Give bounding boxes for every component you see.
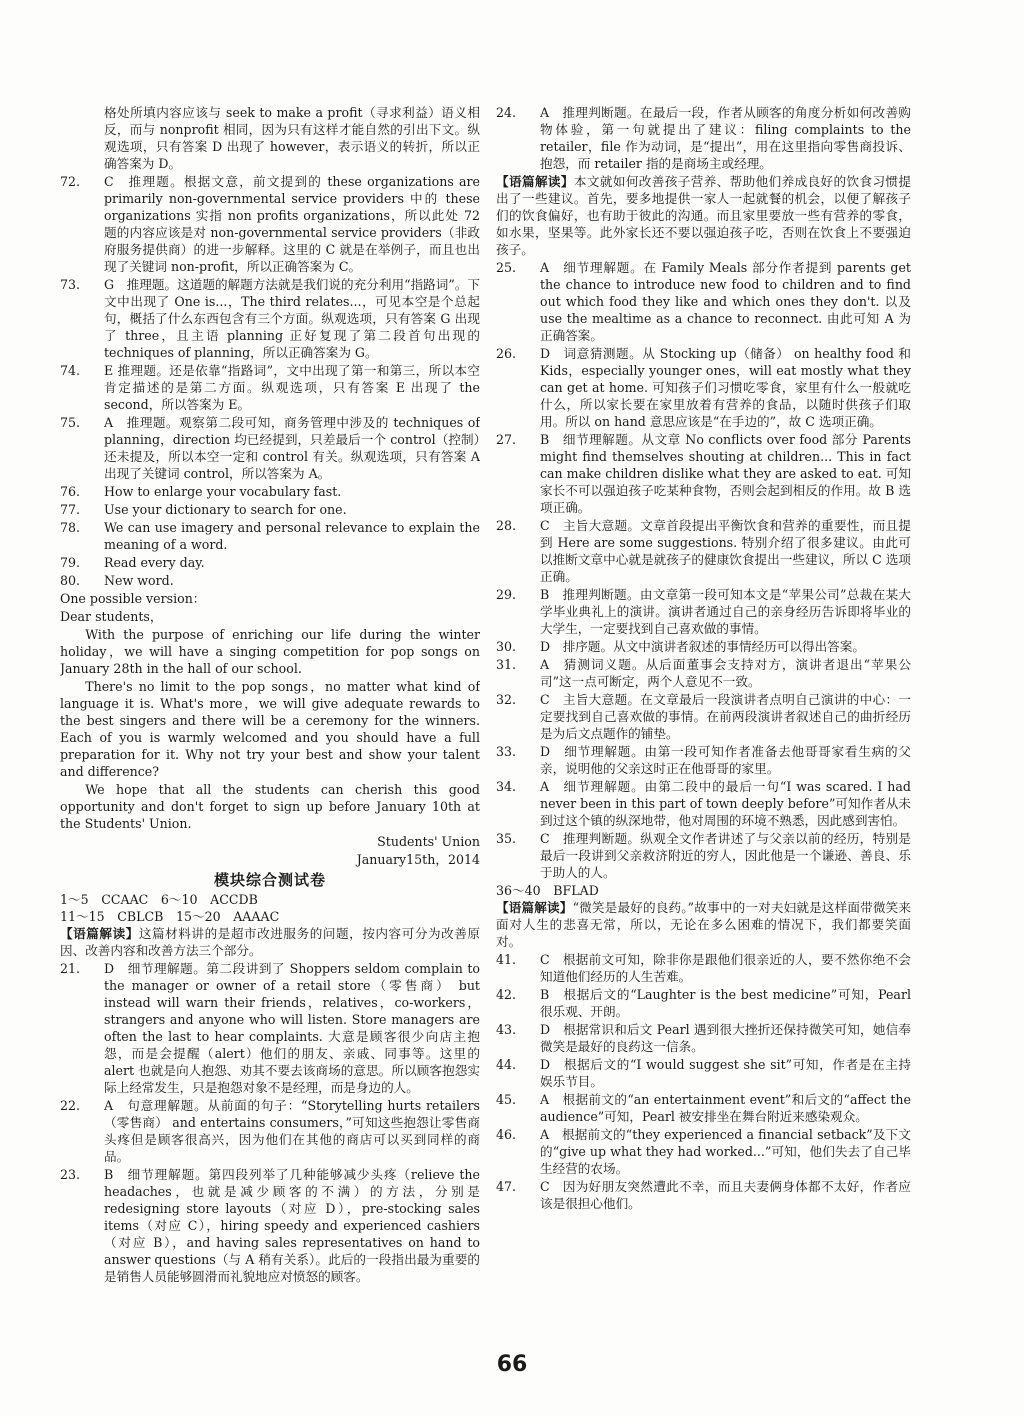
reading-note-text: “微笑是最好的良药。”故事中的一对夫妇就是这样面带微笑来面对人生的悲喜无常，所以，无论在多么困难的情况下，我们都要笑面对。: [496, 900, 911, 949]
answer-item: [496, 951, 911, 985]
answer-key-row: 11～15 CBLCB 15～20 AAAAC: [60, 909, 280, 924]
page-number: 66: [496, 1352, 528, 1377]
answer-item: [496, 1021, 911, 1055]
answer-list: [496, 259, 911, 881]
reading-note-label: 【语篇解读】: [496, 900, 573, 915]
letter-date: January15th，2014: [356, 852, 480, 867]
answer-number: 31.: [496, 657, 517, 672]
answer-item: [496, 691, 911, 742]
version-label: One possible version：: [60, 591, 206, 606]
answer-number: 76.: [60, 484, 81, 499]
answer-explanation: B 细节理解题。第四段列举了几种能够减少头疼（relieve the headaches，也就是减少顾客的不满）的方法，分别是 redesigning store layouts（对应 D），pre-stocking sales items（对应 C），hiring speedy and experienced cashiers（对应 B），and having sales representatives on hand to answer questions（与 A 稍有关系）。此后的一段指出最为重要的是销售人员能够圆滑而礼貌地应对愤怒的顾客。: [104, 1167, 480, 1284]
answer-explanation: D 细节理解题。第二段讲到了 Shoppers seldom complain to the manager or owner of a retail store（零售商） but instead will warn their friends，relatives，co-workers，strangers and anyone who will listen. Store managers are often the last to hear complaints. 大意是顾客很少向店主抱怨，而是会提醒（alert）他们的朋友、亲戚、同事等。这里的 alert 也就是向人抱怨、劝其不要去该商场的意思。所以顾客抱怨实际上经常发生，只是抱怨对象不是经理，而是身边的人。: [104, 961, 480, 1095]
answer-explanation: E 推理题。还是依靠“指路词”，文中出现了第一和第三，所以本空肯定描述的是第二方面。纵观选项，只有答案 E 出现了 the second，所以答案为 E。: [104, 363, 480, 412]
answer-item: [496, 1178, 911, 1212]
answer-number: 35.: [496, 831, 517, 846]
answer-number: 26.: [496, 346, 517, 361]
answer-number: 74.: [60, 363, 81, 378]
answer-explanation: A 细节理解题。由第二段中的最后一句“I was scared. I had never been in this part of town deeply before”可知作者从未到过这个镇的纵深地带，他对周围的环境不熟悉，因此感到害怕。: [540, 779, 911, 828]
answer-item: [496, 656, 911, 690]
answer-item: [496, 517, 911, 585]
answer-number: 32.: [496, 692, 517, 707]
answer-explanation: B 细节理解题。从文章 No conflicts over food 部分 Parents might find themselves shouting at children... This in fact can make children dislike what they are asked to eat. 可知家长不可以强迫孩子吃某种食物，否则会起到相反的作用。故 B 选项正确。: [540, 432, 911, 515]
letter-signature: Students' Union: [377, 834, 480, 849]
answer-item: [496, 638, 911, 655]
answer-number: 79.: [60, 555, 81, 570]
answer-list: [496, 104, 911, 172]
reading-note: [496, 173, 911, 258]
answer-list: [60, 173, 480, 589]
answer-explanation: A 句意理解题。从前面的句子：“Storytelling hurts retailers（零售商） and entertains consumers，”可知这些抱怨让零售商头疼但是顾客很高兴，因为他们在其他的商店可以买到同样的商品。: [104, 1098, 480, 1164]
answer-explanation: C 推理判断题。纵观全文作者讲述了与父亲以前的经历，特别是最后一段讲到父亲救济附近的穷人，因此他是一个谦逊、善良、乐于助人的人。: [540, 831, 911, 880]
answer-item: [496, 259, 911, 344]
intro-paragraph: 格处所填内容应该与 seek to make a profit（寻求利益）语义相反，而与 nonprofit 相同，因为只有这样才能自然的引出下文。纵观选项，只有答案 D 出现了 however，表示语义的转折，所以正确答案为 D。: [104, 105, 480, 171]
answer-explanation: A 根据前文的“an entertainment event”和后文的“affect the audience”可知，Pearl 被安排坐在舞台附近来感染观众。: [540, 1092, 911, 1124]
answer-number: 23.: [60, 1167, 81, 1182]
answer-explanation: B 推理判断题。由文章第一段可知本文是“苹果公司”总裁在某大学毕业典礼上的演讲。演讲者通过自己的亲身经历告诉即将毕业的大学生，一定要找到自己喜欢做的事情。: [540, 587, 911, 636]
answer-number: 25.: [496, 260, 517, 275]
letter-greeting: Dear students，: [60, 609, 163, 624]
answer-number: 30.: [496, 639, 517, 654]
answer-item: [60, 572, 480, 589]
answer-explanation: C 主旨大意题。文章首段提出平衡饮食和营养的重要性，而且提到 Here are some suggestions. 特别介绍了很多建议。由此可以推断文章中心就是就孩子的健康饮食提出一些建议，所以 C 选项正确。: [540, 518, 911, 584]
answer-item: [496, 586, 911, 637]
reading-note-label: 【语篇解读】: [496, 174, 574, 189]
answer-item: [60, 483, 480, 500]
answer-number: 45.: [496, 1092, 517, 1107]
answer-explanation: D 根据后文的“I would suggest she sit”可知，作者是在主持娱乐节目。: [540, 1057, 911, 1089]
reading-note-text: 这篇材料讲的是超市改进服务的问题，按内容可分为改善原因、改善内容和改善方法三个部分。: [60, 926, 480, 958]
answer-number: 78.: [60, 520, 81, 535]
answer-item: [496, 1126, 911, 1177]
answer-explanation: We can use imagery and personal relevance to explain the meaning of a word.: [104, 520, 480, 552]
answer-number: 43.: [496, 1022, 517, 1037]
answer-item: [496, 743, 911, 777]
answer-explanation: How to enlarge your vocabulary fast.: [104, 484, 342, 499]
answer-explanation: C 主旨大意题。在文章最后一段演讲者点明自己演讲的中心：一定要找到自己喜欢做的事情。在前两段演讲者叙述自己的曲折经历是为后文点题作的铺垫。: [540, 692, 911, 741]
answer-explanation: D 词意猜测题。从 Stocking up（储备） on healthy food 和 Kids，especially younger ones，will eat mostly what they can get at home. 可知孩子们习惯吃零食，家里有什么一般就吃什么，所以家长要在家里放着有营养的食品，以随时供孩子们取用。所以 on hand 意思应该是“在手边的”，故 C 选项正确。: [540, 346, 911, 429]
section-title: 模块综合测试卷: [213, 871, 326, 889]
answer-explanation: C 因为好朋友突然遭此不幸，而且夫妻俩身体都不太好，作者应该是很担心他们。: [540, 1179, 911, 1211]
answer-number: 42.: [496, 987, 517, 1002]
answer-item: [496, 1091, 911, 1125]
answer-number: 27.: [496, 432, 517, 447]
letter-paragraph: With the purpose of enriching our life during the winter holiday，we will have a singing competition for pop songs on January 28th in the hall of our school.: [60, 627, 480, 676]
answer-explanation: C 推理题。根据文意，前文提到的 these organizations are primarily non-governmental service providers 中的 these organizations 实指 non profits organizations，所以此处 72 题的内容应该是对 non-governmental service providers（非政府服务提供商）的进一步解释。这里的 C 就是在举例子，而且也出现了关键词 non-profit，所以正确答案为 C。: [104, 174, 480, 274]
answer-number: 46.: [496, 1127, 517, 1142]
answer-number: 34.: [496, 779, 517, 794]
answer-number: 80.: [60, 573, 81, 588]
answer-explanation: A 推理题。观察第二段可知，商务管理中涉及的 techniques of planning，direction 均已经提到，只差最后一个 control（控制）还未提及，所以本空一定和 control 有关。纵观选项，只有答案 A 出现了关键词 control，所以答案为 A。: [104, 415, 480, 481]
answer-explanation: New word.: [104, 573, 174, 588]
answer-number: 41.: [496, 952, 517, 967]
answer-number: 33.: [496, 744, 517, 759]
answer-number: 22.: [60, 1098, 81, 1113]
reading-note-label: 【语篇解读】: [60, 926, 139, 941]
left-column: [60, 104, 480, 1284]
answer-item: [60, 519, 480, 553]
answer-list: [496, 951, 911, 1212]
answer-explanation: A 根据前文的“they experienced a financial setback”及下文的“give up what they had worked...”可知，他们失去了自己毕生经营的农场。: [540, 1127, 911, 1176]
answer-item: [496, 1056, 911, 1090]
answer-item: [60, 362, 480, 413]
answer-explanation: A 猜测词义题。从后面董事会支持对方，演讲者退出“苹果公司”这一点可断定，两个人意见不一致。: [540, 657, 911, 689]
answer-list: [60, 960, 480, 1284]
answer-explanation: C 根据前文可知，除非你是跟他们很亲近的人，要不然你绝不会知道他们经历的人生苦难。: [540, 952, 911, 984]
answer-item: [496, 830, 911, 881]
answer-explanation: A 推理判断题。在最后一段，作者从顾客的角度分析如何改善购物体验，第一句就提出了建议：filing complaints to the retailer，file 作为动词，是“提出”，用在这里指向零售商投诉、抱怨，而 retailer 指的是商场主或经理。: [540, 105, 911, 171]
letter-paragraph: We hope that all the students can cherish this good opportunity and don't forget to sign up before January 10th at the Students' Union.: [60, 782, 480, 831]
answer-item: [496, 778, 911, 829]
answer-item: [60, 1097, 480, 1165]
answer-number: 44.: [496, 1057, 517, 1072]
answer-number: 72.: [60, 174, 81, 189]
answer-number: 75.: [60, 415, 81, 430]
answer-explanation: D 排序题。从文中演讲者叙述的事情经历可以得出答案。: [540, 639, 865, 654]
answer-number: 29.: [496, 587, 517, 602]
answer-explanation: Use your dictionary to search for one.: [104, 502, 347, 517]
reading-note-text: 本文就如何改善孩子营养、帮助他们养成良好的饮食习惯提出了一些建议。首先，要多地提供一家人一起就餐的机会，以便了解孩子们的饮食偏好，也有助于彼此的沟通。而且家里要放一些有营养的零食，如水果，坚果等。此外家长还不要以强迫孩子吃，否则在饮食上不要强迫孩子。: [496, 174, 911, 257]
answer-explanation: Read every day.: [104, 555, 205, 570]
answer-number: 73.: [60, 277, 81, 292]
answer-item: [60, 173, 480, 275]
answer-number: 28.: [496, 518, 517, 533]
answer-explanation: A 细节理解题。在 Family Meals 部分作者提到 parents get the chance to introduce new food to children and to find out which food they like and which ones they don't. 以及 use the mealtime as a chance to reconnect. 由此可知 A 为正确答案。: [540, 260, 911, 343]
answer-item: [496, 104, 911, 172]
answer-number: 77.: [60, 502, 81, 517]
answer-item: [60, 501, 480, 518]
letter-paragraph: There's no limit to the pop songs，no matter what kind of language it is. What's more，we will give adequate rewards to the best singers and there will be a ceremony for the winners. Each of you is warmly welcomed and you should have a full preparation for it. Why not try your best and show your talent and difference?: [60, 679, 480, 779]
answer-explanation: B 根据后文的“Laughter is the best medicine”可知，Pearl 很乐观、开朗。: [540, 987, 911, 1019]
answer-item: [60, 960, 480, 1096]
answer-item: [60, 554, 480, 571]
reading-note: [60, 925, 480, 959]
answer-item: [496, 986, 911, 1020]
reading-note: [496, 899, 911, 950]
answer-item: [60, 1166, 480, 1284]
answer-number: 21.: [60, 961, 81, 976]
answer-item: [496, 431, 911, 516]
answer-number: 24.: [496, 105, 517, 120]
answer-item: [60, 414, 480, 482]
answer-key-row: 36～40 BFLAD: [496, 883, 599, 898]
answer-item: [60, 276, 480, 361]
answer-explanation: D 根据常识和后文 Pearl 遇到很大挫折还保持微笑可知，她信奉微笑是最好的良药这一信条。: [540, 1022, 911, 1054]
right-column: [496, 104, 911, 1284]
answer-explanation: G 推理题。这道题的解题方法就是我们说的充分利用“指路词”。下文中出现了 One is...，The third relates...，可见本空是个总起句，概括了什么东西包含有三个方面。纵观选项，只有答案 G 出现了 three，且主语 planning 正好复现了第二段首句出现的 techniques of planning，所以正确答案为 G。: [104, 277, 480, 360]
answer-item: [496, 345, 911, 430]
answer-key-row: 1～5 CCAAC 6～10 ACCDB: [60, 892, 258, 907]
answer-number: 47.: [496, 1179, 517, 1194]
answer-explanation: D 细节理解题。由第一段可知作者准备去他哥哥家看生病的父亲，说明他的父亲这时正在他哥哥的家里。: [540, 744, 911, 776]
